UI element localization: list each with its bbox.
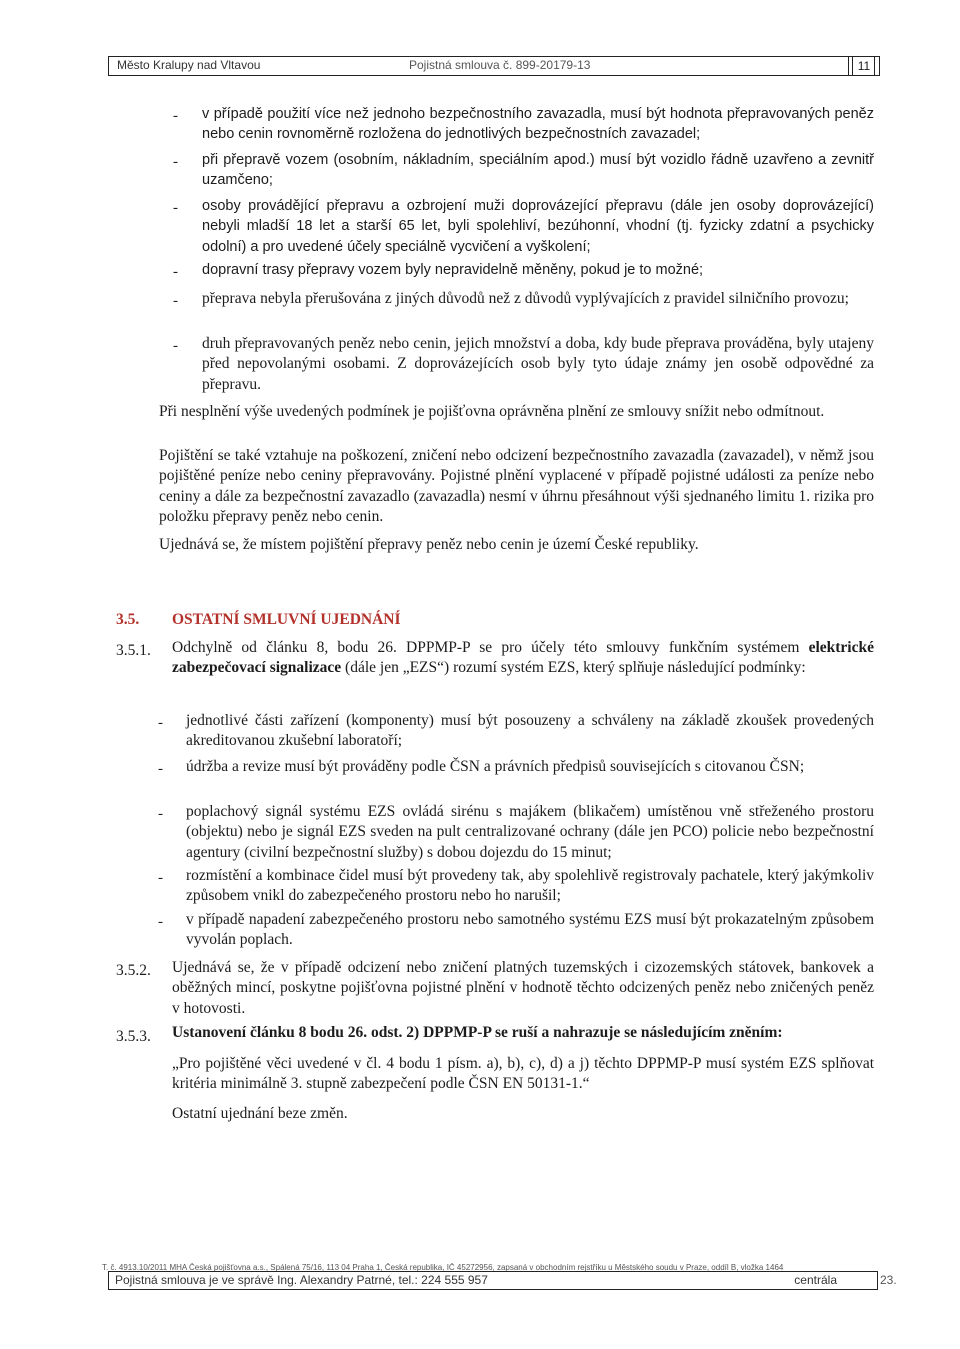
paragraph: Při nesplnění výše uvedených podmínek je pojišťovna oprávněna plnění ze smlouvy snížit nebo odmítnout.: [159, 403, 825, 420]
page-header: [108, 56, 875, 76]
paragraph: Ujednává se, že místem pojištění přepravy peněz nebo cenin je území České republiky.: [159, 536, 699, 553]
bullet-dash: -: [158, 806, 163, 822]
header-page-number: 11: [848, 56, 880, 76]
bullet-dash: -: [173, 338, 178, 354]
list-item: jednotlivé části zařízení (komponenty) musí být posouzeny a schváleny na základě zkoušek provedených akreditovanou zkušební laboratoří;: [186, 712, 874, 750]
section-title: OSTATNÍ SMLUVNÍ UJEDNÁNÍ: [172, 611, 401, 628]
list-item: dopravní trasy přepravy vozem byly nepravidelně měněny, pokud je to možné;: [202, 262, 704, 278]
bullet-dash: -: [158, 914, 163, 930]
footer-company-line: T. č. 4913.10/2011 MHA Česká pojišťovna a.s., Spálená 75/16, 113 04 Praha 1, Česká republika, IČ 45272956, zapsaná v obchodním rejstříku u Městského soudu v Praze, oddíl B, vložka 1464: [102, 1263, 784, 1272]
list-item: poplachový signál systému EZS ovládá sirénu s majákem (blikačem) umístěnou vně střeženého prostoru (objektu) nebo je signál EZS sveden na pult centralizované ochrany (dále jen PCO) policie nebo bezpečnostní agentury (civilní bezpečnostní služby) s dobou dojezdu do 15 minut;: [186, 803, 874, 861]
bullet-dash: -: [173, 293, 178, 309]
bullet-dash: -: [158, 715, 163, 731]
list-item: osoby provádějící přepravu a ozbrojení muži doprovázející přepravu (dále jen osoby doprovázející) nebyli mladší 18 let a starší 65 let, byli spolehliví, bezúhonní, vhodní (tj. fyzicky zdatní a psychicky odolní) a pro uvedené účely speciálně vycvičení a vyškolení;: [202, 198, 874, 255]
footer-stamp: centrála: [794, 1273, 837, 1287]
bullet-dash: -: [173, 200, 178, 216]
bullet-dash: -: [158, 870, 163, 886]
list-item: rozmístění a kombinace čidel musí být provedeny tak, aby spolehlivě registrovaly pachatele, který jakýmkoliv způsobem vnikl do zabezpečeného prostoru nebo ho narušil;: [186, 867, 874, 905]
list-item: druh přepravovaných peněz nebo cenin, jejich množství a doba, kdy bude přeprava prováděna, byly utajeny před nepovolanými osobami. Z doprovázejících osob byly tyto údaje známy jen osobě odpovědné za přepravu.: [202, 335, 874, 393]
closing-text: Ostatní ujednání beze změn.: [172, 1105, 348, 1122]
bullet-dash: -: [173, 154, 178, 170]
bullet-dash: -: [158, 761, 163, 777]
footer-managed-by: Pojistná smlouva je ve správě Ing. Alexandry Patrné, tel.: 224 555 957: [115, 1273, 488, 1287]
list-item: údržba a revize musí být prováděny podle ČSN a právních předpisů souvisejících s citovanou ČSN;: [186, 758, 805, 775]
bullet-dash: -: [173, 264, 178, 280]
footer-box: [108, 1271, 878, 1290]
bullet-dash: -: [173, 108, 178, 124]
clause-text: Ujednává se, že v případě odcizení nebo zničení platných tuzemských i cizozemských státovek, bankovek a oběžných mincí, poskytne pojišťovna pojistné plnění v hodnotě těchto odcizených peněz nebo zničených peněz v hotovosti.: [172, 959, 874, 1017]
clause-number: 3.5.2.: [116, 962, 151, 979]
clause-heading: Ustanovení článku 8 bodu 26. odst. 2) DPPMP-P se ruší a nahrazuje se následujícím zněním:: [172, 1024, 783, 1041]
footer-page-mark: 23.: [880, 1273, 897, 1287]
list-item: při přepravě vozem (osobním, nákladním, speciálním apod.) musí být vozidlo řádně uzavřeno a zevnitř uzamčeno;: [202, 152, 874, 189]
clause-quote: „Pro pojištěné věci uvedené v čl. 4 bodu 1 písm. a), b), c), d) a j) těchto DPPMP-P musí systém EZS splňovat kritéria minimálně 3. stupně zabezpečení podle ČSN EN 50131-1.“: [172, 1055, 874, 1093]
list-item: přeprava nebyla přerušována z jiných důvodů než z důvodů vyplývajících z pravidel silničního provozu;: [202, 290, 849, 307]
header-contract: Pojistná smlouva č. 899-20179-13: [409, 58, 591, 72]
clause-number: 3.5.1.: [116, 642, 151, 659]
clause-text: Odchylně od článku 8, bodu 26. DPPMP-P se pro účely této smlouvy funkčním systémem elektrické zabezpečovací signalizace (dále jen „EZS“) rozumí systém EZS, který splňuje následující podmínky:: [172, 639, 874, 677]
section-number: 3.5.: [116, 611, 140, 628]
header-city: Město Kralupy nad Vltavou: [117, 58, 261, 72]
list-item: v případě napadení zabezpečeného prostoru nebo samotného systému EZS musí být prokazatelným způsobem vyvolán poplach.: [186, 911, 874, 949]
list-item: v případě použití více než jednoho bezpečnostního zavazadla, musí být hodnota přepravovaných peněz nebo cenin rovnoměrně rozložena do jednotlivých bezpečnostních zavazadel;: [202, 106, 874, 143]
paragraph: Pojištění se také vztahuje na poškození, zničení nebo odcizení bezpečnostního zavazadla (zavazadel), v němž jsou pojištěné peníze nebo ceniny přepravovány. Pojistné plnění vyplacené v případě pojistné události za peníze nebo ceniny a dále za bezpečnostní zavazadlo (zavazadla) nesmí v úhrnu přesáhnout výši sjednaného limitu 1. rizika pro položku přepravy peněz nebo cenin.: [159, 447, 874, 525]
clause-number: 3.5.3.: [116, 1028, 151, 1045]
